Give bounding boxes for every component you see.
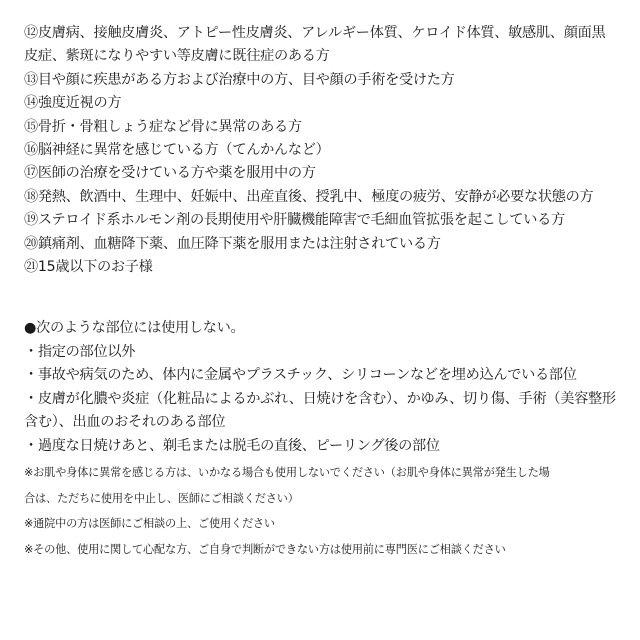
part-item-3-line-1: ・皮膚が化膿や炎症（化粧品によるかぶれ、日焼けを含む）、かゆみ、切り傷、手術（美容整形 <box>24 390 616 407</box>
condition-16: ⑯脳神経に異常を感じている方（てんかんなど） <box>24 142 330 159</box>
condition-19: ⑲ステロイド系ホルモン剤の長期使用や肝臓機能障害で毛細血管拡張を起こしている方 <box>24 212 565 229</box>
part-item-2: ・事故や病気のため、体内に金属やプラスチック、シリコーンなどを埋め込んでいる部位 <box>24 367 577 384</box>
condition-17: ⑰医師の治療を受けている方や薬を服用中の方 <box>24 165 316 182</box>
parts-heading: ●次のような部位には使用しない。 <box>24 320 245 337</box>
condition-20: ⑳鎮痛剤、血糖降下薬、血圧降下薬を服用または注射されている方 <box>24 235 441 252</box>
section-spacer <box>24 279 620 317</box>
note-1-line-2: 合は、ただちに使用を中止し、医師にご相談ください） <box>24 491 299 505</box>
condition-13: ⑬目や顔に疾患がある方および治療中の方、目や顔の手術を受けた方 <box>24 71 455 88</box>
condition-15: ⑮骨折・骨粗しょう症など骨に異常のある方 <box>24 118 302 135</box>
condition-14: ⑭強度近視の方 <box>24 95 122 112</box>
condition-18: ⑱発熱、飲酒中、生理中、妊娠中、出産直後、授乳中、極度の疲労、安静が必要な状態の方 <box>24 188 594 205</box>
condition-21: ㉑15歳以下のお子様 <box>24 259 153 276</box>
caution-document <box>24 22 620 562</box>
part-item-4: ・過度な日焼けあと、剃毛または脱毛の直後、ピーリング後の部位 <box>24 437 440 454</box>
condition-12-line-1: ⑫皮膚病、接触皮膚炎、アトピー性皮膚炎、アレルギー体質、ケロイド体質、敏感肌、顔面黒 <box>24 25 606 41</box>
part-item-1: ・指定の部位以外 <box>24 343 136 360</box>
part-item-3-line-2: 含む）、出血のおそれのある部位 <box>24 414 226 431</box>
note-1-line-1: ※お肌や身体に異常を感じる方は、いかなる場合も使用しないでください（お肌や身体に異常が発生した場 <box>24 465 550 479</box>
condition-12-line-2: 皮症、紫斑になりやすい等皮膚に既往症のある方 <box>24 48 330 65</box>
note-3: ※その他、使用に関して心配な方、ご自身で判断ができない方は使用前に専門医にご相談ください <box>24 542 506 556</box>
note-2: ※通院中の方は医師にご相談の上、ご使用ください <box>24 517 275 531</box>
notes-block <box>24 460 620 562</box>
